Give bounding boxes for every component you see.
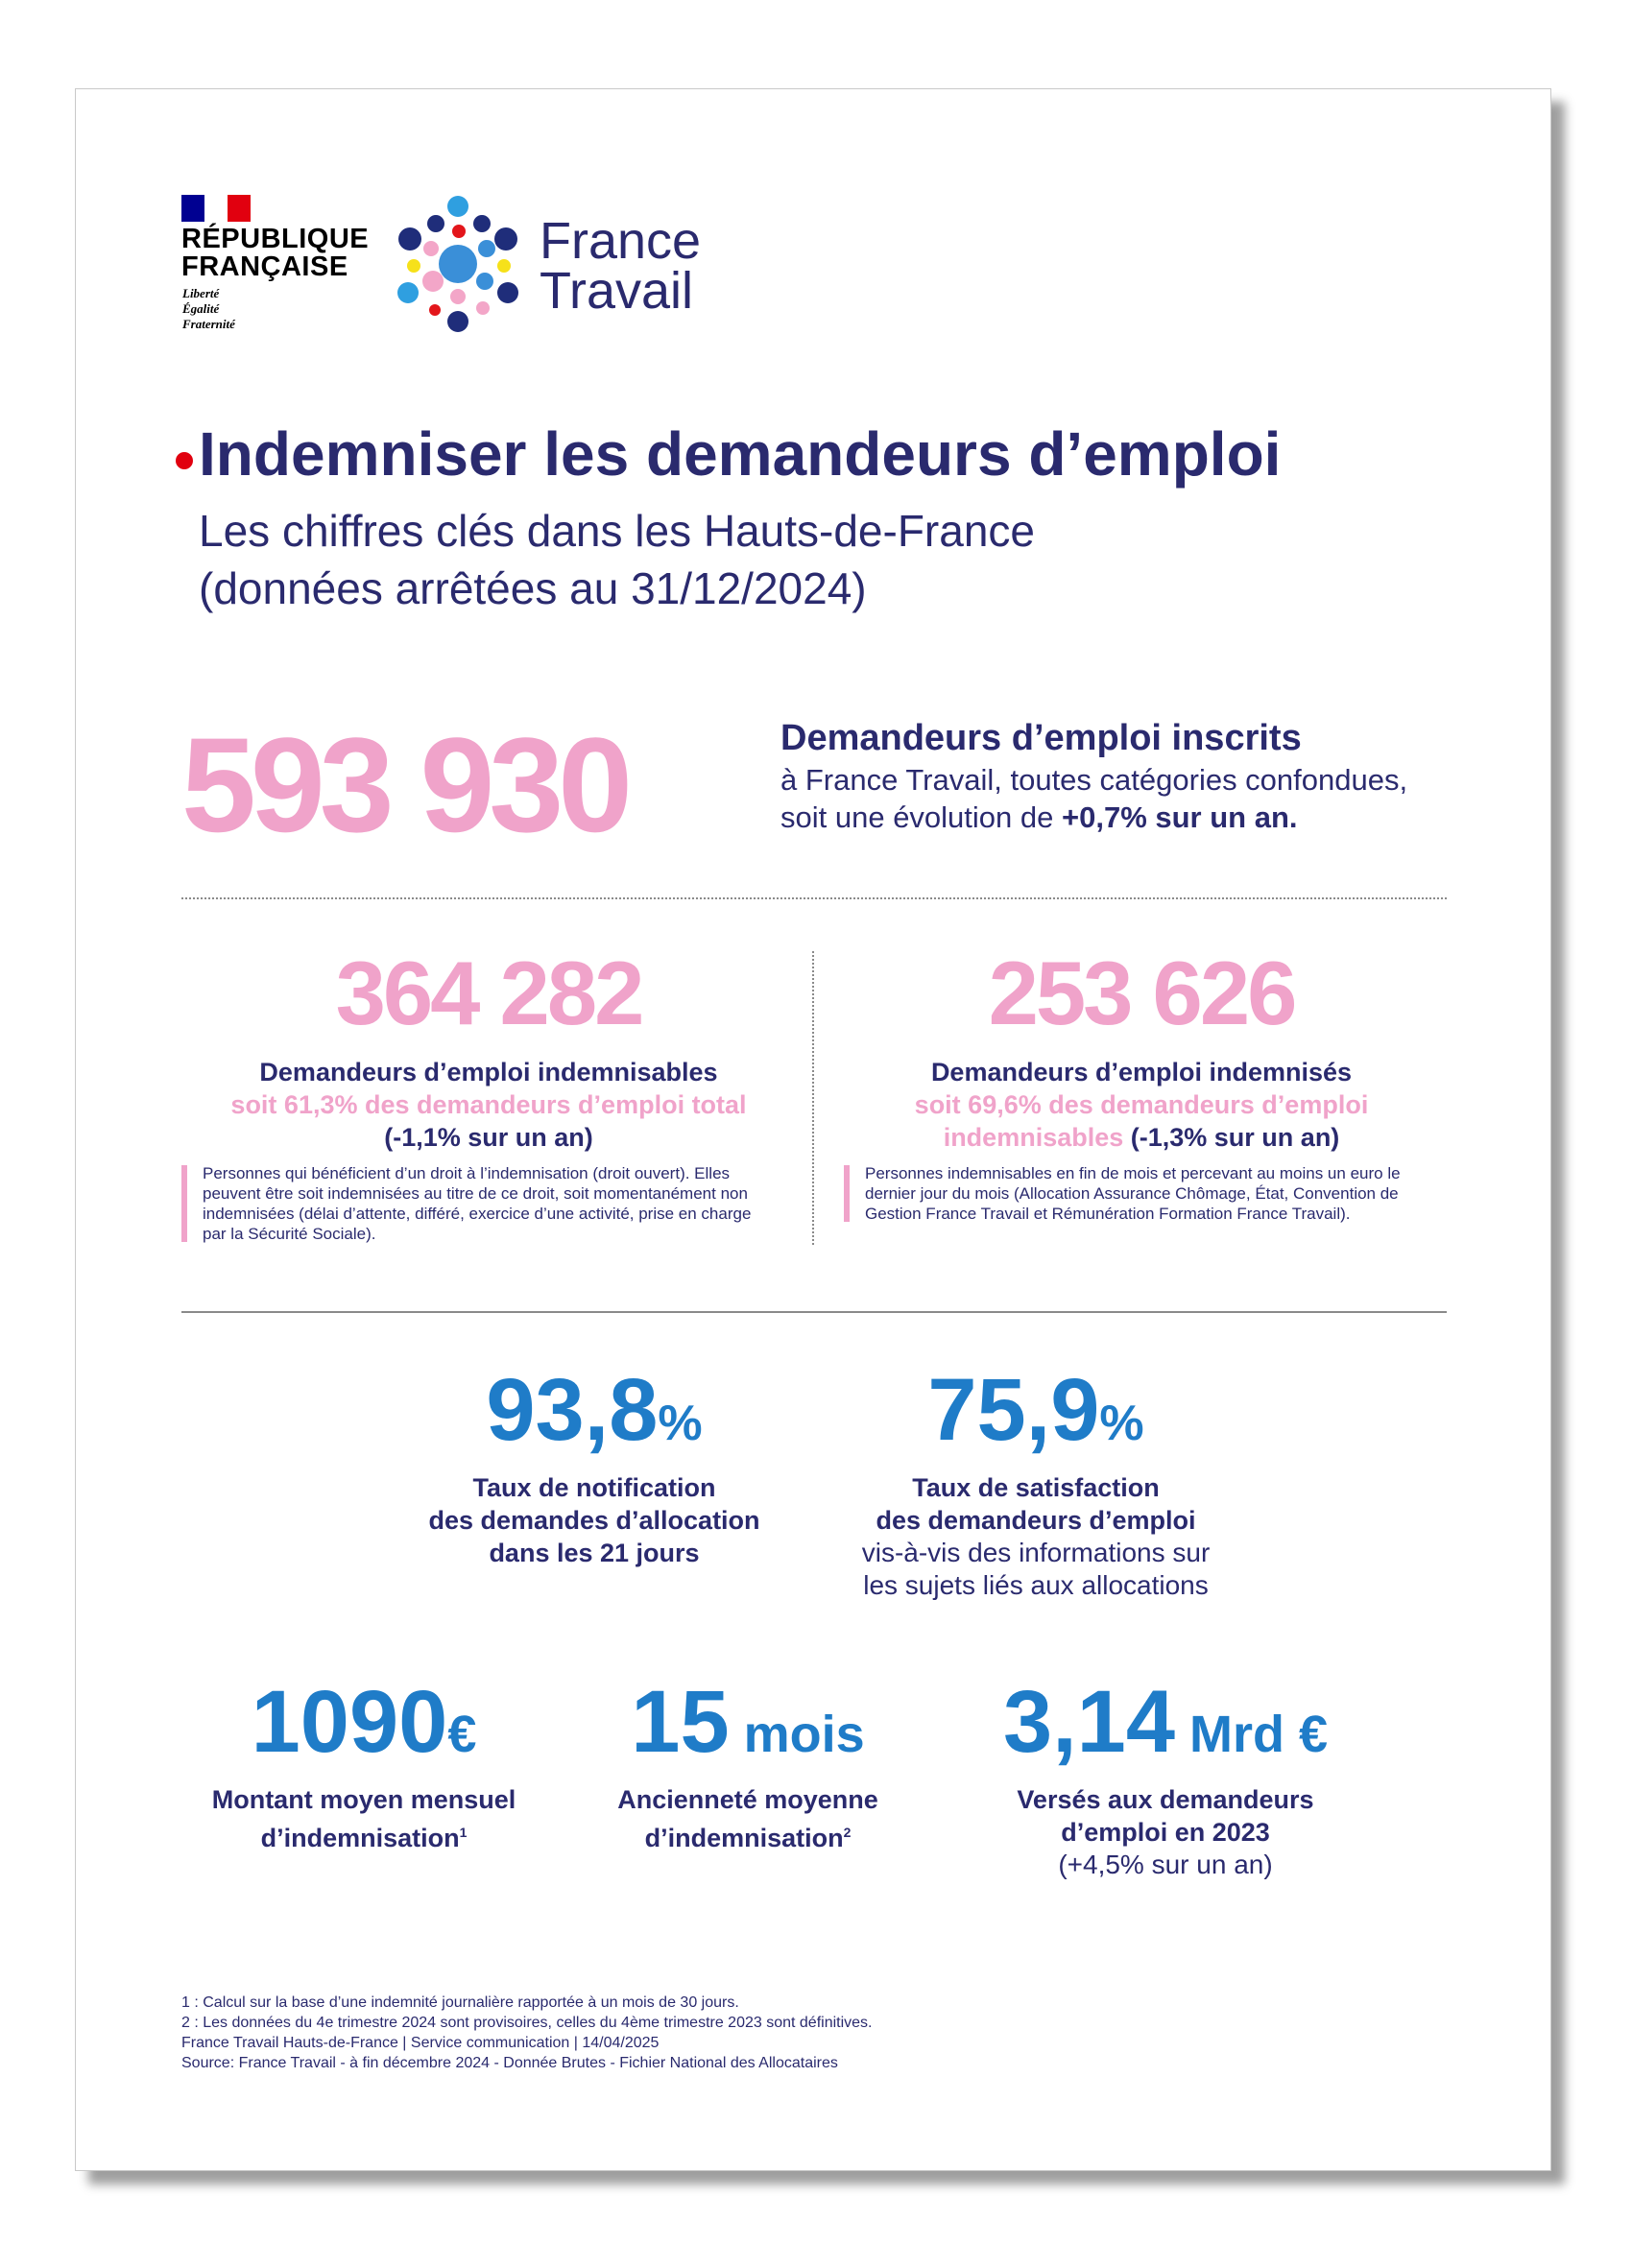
notification-line-1: Taux de notification	[472, 1473, 716, 1502]
satisfaction-line-2: des demandeurs d’emploi	[876, 1506, 1196, 1535]
motto-liberte: Liberté	[182, 286, 220, 300]
satisfaction-value: 75,9	[927, 1361, 1100, 1459]
footnote-2: 2 : Les données du 4e trimestre 2024 sont provisoires, celles du 4ème trimestre 2023 sont définitives.	[181, 2015, 873, 2031]
footnote-source: Source: France Travail - à fin décembre 2024 - Donnée Brutes - Fichier National des Allocataires	[181, 2055, 838, 2071]
footnote-credits: France Travail Hauts-de-France | Service communication | 14/04/2025	[181, 2035, 660, 2051]
indemnisables-value: 364 282	[335, 943, 642, 1043]
footnote-1: 1 : Calcul sur la base d’une indemnité journalière rapportée à un mois de 30 jours.	[181, 1994, 739, 2011]
registered-line-2	[780, 799, 1529, 836]
indemnisables-share: soit 61,3% des demandeurs d’emploi total	[230, 1090, 747, 1119]
monthly-amount-line-1: Montant moyen mensuel	[211, 1785, 516, 1814]
monthly-amount-value: 1090	[251, 1673, 448, 1771]
dotted-divider	[181, 897, 1447, 899]
indemnises-share-line-2: indemnisables	[943, 1123, 1124, 1152]
solid-divider	[181, 1311, 1447, 1313]
republique-line: RÉPUBLIQUE	[181, 224, 370, 254]
satisfaction-figure	[834, 1361, 1237, 1459]
page-subtitle	[199, 502, 1351, 617]
satisfaction-line-4: les sujets liés aux allocations	[863, 1570, 1209, 1600]
paid-figure	[954, 1673, 1377, 1771]
satisfaction-line-1: Taux de satisfaction	[912, 1473, 1160, 1502]
satisfaction-line-3: vis-à-vis des informations sur	[861, 1538, 1211, 1567]
republique-francaise-wordmark	[181, 226, 373, 281]
satisfaction-unit: %	[1099, 1396, 1144, 1451]
indemnisables-evolution: (-1,1% sur un an)	[384, 1123, 593, 1152]
indemnises-evolution: (-1,3% sur un an)	[1123, 1123, 1340, 1152]
monthly-amount-block	[181, 1673, 546, 1854]
satisfaction-block	[834, 1361, 1237, 1602]
notification-figure	[393, 1361, 796, 1459]
monthly-amount-line-2-wrap	[181, 1816, 546, 1854]
indemnises-share-line-2-wrap	[834, 1121, 1449, 1154]
registered-description	[780, 761, 1529, 836]
monthly-amount-unit: €	[447, 1706, 477, 1763]
registered-value: 593 930	[181, 709, 628, 860]
note-accent-bar	[181, 1165, 187, 1242]
indemnises-note	[844, 1163, 1441, 1224]
seniority-unit: mois	[729, 1706, 865, 1763]
indemnises-share-line-1: soit 69,6% des demandeurs d’emploi	[914, 1090, 1369, 1119]
notification-block	[393, 1361, 796, 1569]
seniority-line-2-wrap	[575, 1816, 921, 1854]
francaise-line: FRANÇAISE	[181, 251, 348, 282]
registered-evolution: +0,7% sur un an.	[1062, 800, 1298, 834]
registered-line-2-prefix: soit une évolution de	[780, 800, 1062, 834]
seniority-footnote-ref: 2	[843, 1825, 852, 1840]
indemnises-heading: Demandeurs d’emploi indemnisés	[930, 1058, 1353, 1086]
motto-fraternite: Fraternité	[182, 317, 235, 331]
monthly-amount-line-2: d’indemnisation	[260, 1824, 460, 1852]
infographic-page	[75, 88, 1551, 2171]
registered-heading: Demandeurs d’emploi inscrits	[780, 718, 1302, 758]
page-title: Indemniser les demandeurs d’emploi	[199, 419, 1282, 489]
monthly-amount-footnote-ref: 1	[459, 1825, 468, 1840]
paid-block	[954, 1673, 1377, 1881]
indemnises-note-text: Personnes indemnisables en fin de mois et percevant au moins un euro le dernier jour du mois (Allocation Assurance Chômage, État, Convention de Gestion France Travail et Rémunération Formation France Travail).	[865, 1164, 1401, 1223]
france-travail-logo-icon	[391, 189, 535, 333]
subtitle-line-1: Les chiffres clés dans les Hauts-de-France	[199, 506, 1035, 556]
indemnisables-note	[181, 1163, 769, 1244]
seniority-line-1: Ancienneté moyenne	[617, 1785, 878, 1814]
registered-line-1: à France Travail, toutes catégories confondues,	[780, 763, 1408, 797]
motto-egalite: Égalité	[182, 301, 220, 316]
france-travail-wordmark	[540, 212, 789, 320]
paid-value: 3,14	[1002, 1673, 1176, 1771]
notification-value: 93,8	[486, 1361, 659, 1459]
subtitle-line-2: (données arrêtées au 31/12/2024)	[199, 563, 867, 613]
seniority-block	[575, 1673, 921, 1854]
seniority-figure	[575, 1673, 921, 1771]
seniority-value: 15	[631, 1673, 730, 1771]
french-flag-logo	[181, 195, 251, 222]
travail-line: Travail	[540, 262, 694, 320]
monthly-amount-figure	[181, 1673, 546, 1771]
notification-unit: %	[658, 1396, 703, 1451]
paid-line-3: (+4,5% sur un an)	[1058, 1850, 1273, 1879]
indemnisables-note-text: Personnes qui bénéficient d’un droit à l’indemnisation (droit ouvert). Elles peuvent être soit indemnisées au titre de ce droit, soit momentanément non indemnisées (délai d’attente, différé, exercice d’une activité, prise en charge par la Sécurité Sociale).	[203, 1164, 752, 1243]
notification-line-3: dans les 21 jours	[489, 1539, 700, 1567]
vertical-dotted-divider	[812, 951, 814, 1245]
indemnisables-block	[181, 941, 796, 1154]
footnotes	[181, 1993, 1141, 2073]
notification-line-2: des demandes d’allocation	[428, 1506, 760, 1535]
indemnises-value: 253 626	[988, 943, 1295, 1043]
paid-line-2: d’emploi en 2023	[1061, 1818, 1270, 1847]
note-accent-bar	[844, 1165, 850, 1222]
paid-line-1: Versés aux demandeurs	[1017, 1785, 1314, 1814]
republic-motto	[182, 286, 298, 332]
indemnises-block	[834, 941, 1449, 1154]
seniority-line-2: d’indemnisation	[644, 1824, 844, 1852]
indemnisables-heading: Demandeurs d’emploi indemnisables	[259, 1058, 718, 1086]
title-bullet-icon	[176, 452, 193, 469]
paid-unit: Mrd €	[1175, 1706, 1329, 1763]
france-line: France	[540, 212, 702, 270]
